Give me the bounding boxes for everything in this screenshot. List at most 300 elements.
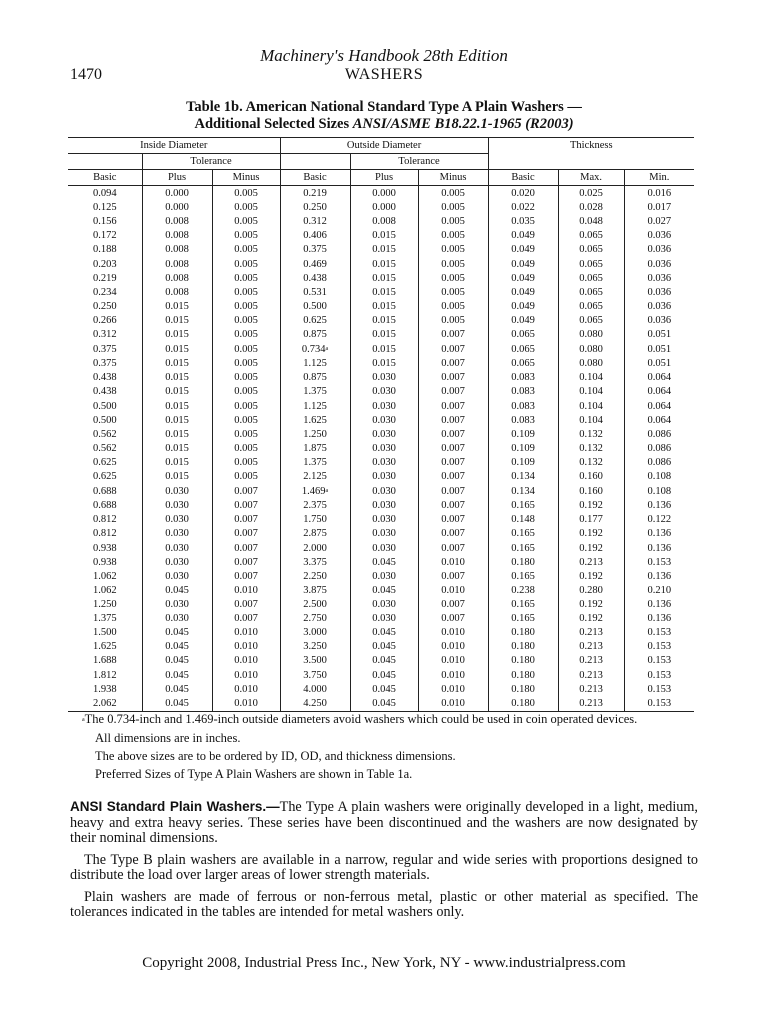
table-cell (488, 527, 558, 541)
table-cell (624, 442, 694, 456)
table-row (68, 513, 694, 527)
table-cell (142, 640, 212, 654)
table-cell (350, 527, 418, 541)
table-cell (558, 272, 624, 286)
table-cell (350, 357, 418, 371)
table-row (68, 470, 694, 484)
cell-value: 0.049 (511, 286, 535, 298)
cell-value: 0.036 (647, 315, 672, 327)
cell-value: 0.250 (303, 202, 327, 214)
table-cell (68, 556, 142, 570)
table-cell (212, 442, 280, 456)
cell-value: 2.062 (92, 697, 117, 709)
cell-value: 0.007 (441, 471, 465, 483)
cell-value: 0.005 (441, 244, 465, 256)
table-cell (350, 215, 418, 229)
cell-value: 0.015 (165, 386, 189, 398)
cell-value: 0.213 (579, 697, 603, 709)
table-cell (350, 542, 418, 556)
table-cell (350, 484, 418, 499)
table-cell (624, 258, 694, 272)
table-cell (624, 428, 694, 442)
page-number: 1470 (70, 66, 102, 83)
cell-value: 0.165 (511, 500, 535, 512)
table-cell (280, 527, 350, 541)
cell-value: 0.180 (511, 655, 535, 667)
cell-value: 0.065 (511, 329, 535, 341)
cell-value: 0.010 (441, 683, 465, 695)
table-cell (212, 640, 280, 654)
cell-value: 1.062 (92, 570, 117, 582)
cell-value: 0.016 (647, 188, 672, 200)
table-cell (142, 428, 212, 442)
table-cell (624, 385, 694, 399)
table-cell (212, 215, 280, 229)
table-cell (418, 598, 488, 612)
table-cell (212, 400, 280, 414)
table-cell (418, 513, 488, 527)
cell-value: 0.007 (234, 613, 258, 625)
cell-value: 0.030 (165, 599, 189, 610)
cell-value: 0.030 (372, 372, 396, 384)
table-cell (142, 371, 212, 385)
table-cell (350, 683, 418, 697)
cell-value: 0.007 (441, 485, 465, 497)
table-row (68, 626, 694, 640)
table-cell (280, 229, 350, 243)
cell-value: 0.156 (92, 216, 117, 228)
table-cell (488, 584, 558, 598)
cell-value: 0.030 (165, 570, 189, 582)
cell-value: 0.045 (372, 627, 396, 639)
table-cell (68, 272, 142, 286)
cell-value: 0.005 (234, 358, 258, 370)
cell-value: 0.045 (165, 655, 189, 667)
table-row (68, 584, 694, 598)
table-cell (68, 570, 142, 584)
cell-value: 0.165 (511, 542, 535, 554)
cell-value: 0.030 (372, 542, 396, 554)
table-cell (212, 612, 280, 626)
table-cell (212, 669, 280, 683)
cell-value: 0.531 (303, 286, 327, 298)
cell-value: 0.045 (372, 697, 396, 709)
table-cell (350, 286, 418, 300)
table-cell (350, 342, 418, 357)
cell-value: 3.875 (303, 584, 327, 596)
cell-value: 0.005 (234, 300, 258, 312)
cell-value: 0.132 (579, 457, 603, 469)
table-cell (488, 626, 558, 640)
cell-value: 0.007 (234, 542, 258, 554)
cell-value: 1.812 (92, 669, 117, 681)
cell-value: 0.180 (511, 641, 535, 653)
cell-value: 0.007 (441, 428, 465, 440)
table-row (68, 328, 694, 342)
cell-value: 0.015 (165, 343, 189, 355)
cell-value: 0.153 (647, 556, 672, 568)
cell-value: 0.312 (303, 216, 327, 228)
table-cell (418, 243, 488, 257)
table-row (68, 272, 694, 286)
table-cell (142, 328, 212, 342)
table-title-line2 (0, 116, 768, 133)
cell-value: 0.086 (647, 442, 672, 454)
table-cell (350, 456, 418, 470)
table-title (0, 99, 768, 133)
cell-value: 0.104 (579, 414, 603, 426)
table-cell (488, 342, 558, 357)
table-cell (68, 286, 142, 300)
table-cell (280, 570, 350, 584)
table-cell (624, 371, 694, 385)
table-cell (68, 400, 142, 414)
table-cell (624, 357, 694, 371)
cell-value: 0.153 (647, 683, 672, 695)
cell-value: 0.180 (511, 697, 535, 709)
cell-value: 0.015 (372, 230, 396, 242)
table-cell (558, 328, 624, 342)
table-row (68, 201, 694, 215)
cell-value: 0.008 (372, 216, 396, 228)
cell-value: 0.094 (92, 188, 117, 200)
table-cell (280, 640, 350, 654)
cell-value: 0.500 (303, 300, 327, 312)
cell-value: 1.375 (303, 457, 327, 469)
cell-value: 0.238 (511, 584, 535, 596)
table-cell (280, 414, 350, 428)
washer-table-body (68, 186, 694, 712)
cell-value: 0.180 (511, 669, 535, 681)
cell-value: 0.015 (165, 315, 189, 327)
table-cell (624, 527, 694, 541)
cell-value: 0.015 (165, 457, 189, 469)
table-cell (488, 428, 558, 442)
cell-value: 2.875 (303, 528, 327, 540)
table-cell (142, 499, 212, 513)
table-cell (418, 414, 488, 428)
col-header: Basic (488, 170, 558, 186)
table-cell (68, 428, 142, 442)
table-cell (350, 570, 418, 584)
cell-value: 0.005 (234, 428, 258, 440)
cell-value: 0.030 (165, 613, 189, 625)
cell-value: 0.030 (372, 457, 396, 469)
cell-value: 0.010 (441, 697, 465, 709)
cell-value: 0.010 (234, 683, 258, 695)
cell-value: 0.010 (234, 641, 258, 653)
table-cell (280, 470, 350, 484)
table-cell (212, 556, 280, 570)
cell-value: 0.030 (165, 514, 189, 526)
table-cell (624, 243, 694, 257)
table-cell (142, 612, 212, 626)
table-cell (558, 201, 624, 215)
cell-value: 0.500 (92, 400, 117, 412)
cell-value: 1.500 (92, 627, 117, 639)
table-row (68, 258, 694, 272)
cell-value: 0.688 (92, 485, 117, 497)
table-cell (418, 499, 488, 513)
cell-value: 0.007 (234, 500, 258, 512)
cell-value: 0.030 (165, 485, 189, 497)
cell-value: 0.192 (579, 542, 603, 554)
table-cell (350, 556, 418, 570)
cell-value: 0.136 (647, 542, 672, 554)
cell-value: 0.005 (234, 286, 258, 298)
footnote-marker: a (325, 488, 329, 495)
cell-value: 0.000 (372, 188, 396, 200)
table-cell (488, 598, 558, 612)
table-row (68, 428, 694, 442)
cell-value: 0.213 (579, 669, 603, 681)
cell-value: 0.045 (372, 655, 396, 667)
cell-value: 0.438 (92, 372, 117, 384)
table-cell (142, 669, 212, 683)
table-cell (280, 499, 350, 513)
table-cell (68, 371, 142, 385)
table-cell (212, 470, 280, 484)
cell-value: 0.036 (647, 230, 672, 242)
table-row (68, 598, 694, 612)
table-cell (280, 542, 350, 556)
cell-value: 0.045 (372, 641, 396, 653)
table-cell (142, 654, 212, 668)
cell-value: 0.030 (372, 599, 396, 610)
cell-value: 2.500 (303, 599, 327, 610)
cell-value: 0.000 (165, 188, 189, 200)
cell-value: 0.015 (165, 358, 189, 370)
table-cell (558, 286, 624, 300)
cell-value: 0.005 (234, 457, 258, 469)
table-cell (488, 542, 558, 556)
table-row (68, 314, 694, 328)
cell-value: 0.015 (372, 244, 396, 256)
table-cell (68, 328, 142, 342)
table-cell (624, 272, 694, 286)
cell-value: 0.007 (441, 599, 465, 610)
table-cell (212, 527, 280, 541)
copyright-footer: Copyright 2008, Industrial Press Inc., New York, NY - www.industrialpress.com (142, 955, 626, 971)
cell-value: 0.020 (511, 188, 535, 200)
table-cell (280, 342, 350, 357)
table-cell (212, 683, 280, 697)
paragraph-materials: Plain washers are made of ferrous or non-ferrous metal, plastic or other material as specified. The tolerances indicated in the tables are intended for metal washers only. (70, 888, 698, 920)
table-cell (68, 470, 142, 484)
table-cell (68, 229, 142, 243)
table-cell (488, 272, 558, 286)
table-cell (418, 371, 488, 385)
cell-value: 0.500 (92, 414, 117, 426)
cell-value: 0.007 (441, 372, 465, 384)
cell-value: 0.000 (372, 202, 396, 214)
cell-value: 0.005 (441, 272, 465, 284)
cell-value: 0.192 (579, 570, 603, 582)
cell-value: 0.015 (165, 442, 189, 454)
cell-value: 0.007 (441, 343, 465, 355)
table-cell (488, 556, 558, 570)
table-cell (212, 342, 280, 357)
table-cell (488, 385, 558, 399)
table-cell (418, 186, 488, 202)
cell-value: 0.049 (511, 300, 535, 312)
cell-value: 0.030 (372, 514, 396, 526)
table-cell (624, 570, 694, 584)
table-cell (280, 442, 350, 456)
table-cell (350, 654, 418, 668)
col-header: Basic (280, 170, 350, 186)
table-title-line1: Table 1b. American National Standard Type A Plain Washers — (186, 99, 582, 115)
table-cell (350, 272, 418, 286)
table-cell (142, 584, 212, 598)
table-cell (624, 215, 694, 229)
cell-value: 1.375 (92, 613, 117, 625)
cell-value: 0.007 (234, 485, 258, 497)
cell-value: 0.005 (441, 315, 465, 327)
table-cell (350, 300, 418, 314)
cell-value: 0.153 (647, 669, 672, 681)
cell-value: 0.027 (647, 216, 672, 228)
note-ordering: The above sizes are to be ordered by ID, OD, and thickness dimensions. (95, 749, 456, 763)
table-notes (82, 710, 702, 783)
table-cell (280, 683, 350, 697)
cell-value: 0.030 (165, 500, 189, 512)
cell-value: 0.688 (92, 500, 117, 512)
col-header: Max. (558, 170, 624, 186)
table-cell (212, 272, 280, 286)
table-cell (418, 527, 488, 541)
cell-value: 0.030 (372, 570, 396, 582)
table-cell (350, 612, 418, 626)
cell-value: 0.734 (301, 344, 326, 356)
table-cell (558, 357, 624, 371)
cell-value: 0.005 (441, 188, 465, 200)
cell-value: 3.500 (303, 655, 327, 667)
cell-value: 0.083 (511, 386, 535, 398)
table-row (68, 229, 694, 243)
table-cell (418, 612, 488, 626)
cell-value: 0.007 (234, 514, 258, 526)
cell-value: 0.005 (234, 258, 258, 270)
table-cell (350, 626, 418, 640)
cell-value: 0.469 (303, 258, 327, 270)
cell-value: 0.562 (92, 428, 117, 440)
footnote-marker: a (325, 346, 329, 353)
table-cell (350, 229, 418, 243)
table-cell (488, 357, 558, 371)
cell-value: 0.045 (165, 669, 189, 681)
table-cell (68, 584, 142, 598)
table-cell (68, 201, 142, 215)
cell-value: 0.180 (511, 683, 535, 695)
table-cell (280, 201, 350, 215)
cell-value: 0.165 (511, 599, 535, 610)
cell-value: 0.134 (511, 485, 535, 497)
cell-value: 0.030 (372, 400, 396, 412)
cell-value: 0.122 (647, 514, 672, 526)
table-cell (280, 612, 350, 626)
table-cell (488, 229, 558, 243)
cell-value: 1.625 (303, 414, 327, 426)
cell-value: 0.007 (441, 414, 465, 426)
table-cell (142, 484, 212, 499)
cell-value: 3.750 (303, 669, 327, 681)
table-cell (558, 300, 624, 314)
table-row (68, 669, 694, 683)
table-cell (558, 499, 624, 513)
cell-value: 0.015 (165, 428, 189, 440)
table-row (68, 215, 694, 229)
table-cell (488, 456, 558, 470)
cell-value: 0.165 (511, 613, 535, 625)
table-cell (68, 640, 142, 654)
outside-diameter-header: Outside Diameter (280, 138, 488, 154)
table-cell (418, 669, 488, 683)
cell-value: 0.036 (647, 244, 672, 256)
cell-value: 0.192 (579, 599, 603, 610)
table-cell (558, 654, 624, 668)
table-cell (624, 654, 694, 668)
table-cell (418, 229, 488, 243)
table-cell (350, 442, 418, 456)
cell-value: 0.010 (441, 556, 465, 568)
cell-value: 0.010 (441, 655, 465, 667)
cell-value: 0.005 (234, 202, 258, 214)
cell-value: 0.005 (234, 272, 258, 284)
table-cell (68, 542, 142, 556)
table-cell (488, 513, 558, 527)
cell-value: 0.148 (511, 514, 535, 526)
cell-value: 0.007 (441, 514, 465, 526)
cell-value: 0.030 (372, 386, 396, 398)
cell-value: 0.045 (372, 669, 396, 681)
cell-value: 0.136 (647, 599, 672, 610)
table-cell (142, 272, 212, 286)
cell-value: 0.015 (372, 343, 396, 355)
table-cell (142, 626, 212, 640)
table-row (68, 456, 694, 470)
table-cell (142, 456, 212, 470)
table-cell (212, 513, 280, 527)
cell-value: 0.312 (92, 329, 117, 341)
table-cell (350, 598, 418, 612)
cell-value: 0.015 (372, 286, 396, 298)
cell-value: 0.017 (647, 202, 672, 214)
cell-value: 0.010 (441, 641, 465, 653)
table-cell (624, 669, 694, 683)
cell-value: 0.065 (579, 315, 603, 327)
table-cell (488, 570, 558, 584)
cell-value: 0.625 (303, 315, 327, 327)
cell-value: 0.192 (579, 500, 603, 512)
table-row (68, 385, 694, 399)
cell-value: 0.049 (511, 315, 535, 327)
table-cell (418, 640, 488, 654)
table-cell (488, 612, 558, 626)
cell-value: 0.065 (511, 343, 535, 355)
table-cell (280, 286, 350, 300)
table-cell (68, 215, 142, 229)
table-cell (68, 654, 142, 668)
cell-value: 0.036 (647, 272, 672, 284)
table-row (68, 400, 694, 414)
cell-value: 0.030 (372, 485, 396, 497)
table-cell (418, 300, 488, 314)
cell-value: 0.065 (511, 358, 535, 370)
table-cell (350, 640, 418, 654)
cell-value: 0.064 (647, 414, 672, 426)
cell-value: 1.469 (301, 486, 326, 498)
